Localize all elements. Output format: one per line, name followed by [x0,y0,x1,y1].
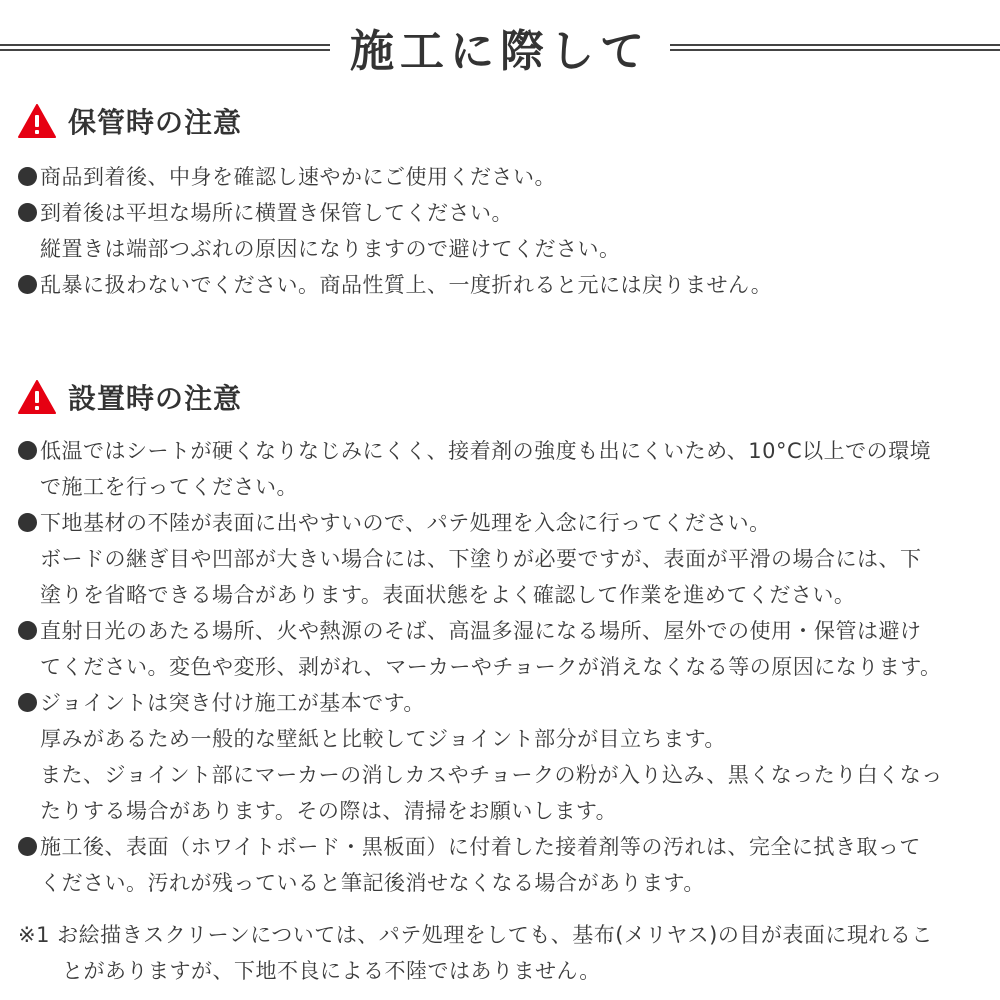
footnote-line: とがありますが、下地不良による不陸ではありません。 [62,959,601,983]
warning-triangle-icon [18,380,56,414]
bullet-dot-icon [18,693,37,712]
bullet-dot-icon [18,441,37,460]
bullet-dot-icon [18,837,37,856]
bullet-dot-icon [18,621,37,640]
list-item-continuation: ボードの継ぎ目や凹部が大きい場合には、下塗りが必要ですが、表面が平滑の場合には、下 [40,547,922,571]
list-item-continuation: たりする場合があります。その際は、清掃をお願いします。 [40,799,618,823]
installation-list [18,433,993,901]
bullet-dot-icon [18,203,37,222]
storage-heading [18,101,242,141]
list-item-continuation: で施工を行ってください。 [40,475,298,499]
list-item-continuation: ください。汚れが残っていると筆記後消せなくなる場合があります。 [40,871,705,895]
installation-heading-title: 設置時の注意 [68,382,243,415]
list-item: ジョイントは突き付け施工が基本です。 [18,685,993,721]
footnote [18,917,993,989]
title-rule-right [670,44,1000,51]
page-title: 施工に際して [350,26,650,77]
list-item: 到着後は平坦な場所に横置き保管してください。 [18,195,993,231]
list-item: 商品到着後、中身を確認し速やかにご使用ください。 [18,159,993,195]
storage-heading-title: 保管時の注意 [68,106,243,139]
footnote-line: ※1 お絵描きスクリーンについては、パテ処理をしても、基布(メリヤス)の目が表面に現れるこ [18,923,933,947]
list-item-continuation: 厚みがあるため一般的な壁紙と比較してジョイント部分が目立ちます。 [40,727,726,751]
storage-list [18,159,993,303]
list-item-continuation: また、ジョイント部にマーカーの消しカスやチョークの粉が入り込み、黒くなったり白くなっ [40,763,943,787]
list-item: 乱暴に扱わないでください。商品性質上、一度折れると元には戻りません。 [18,267,993,303]
list-item-continuation: てください。変色や変形、剥がれ、マーカーやチョークが消えなくなる等の原因になります。 [40,655,942,679]
list-item: 下地基材の不陸が表面に出やすいので、パテ処理を入念に行ってください。 [18,505,993,541]
list-item: 低温ではシートが硬くなりなじみにくく、接着剤の強度も出にくいため、10°C以上での環境 [18,433,993,469]
list-item: 施工後、表面（ホワイトボード・黒板面）に付着した接着剤等の汚れは、完全に拭き取って [18,829,993,865]
list-item-continuation: 塗りを省略できる場合があります。表面状態をよく確認して作業を進めてください。 [40,583,856,607]
installation-heading [18,377,242,417]
list-item-continuation: 縦置きは端部つぶれの原因になりますので避けてください。 [40,237,621,261]
warning-triangle-icon [18,104,56,138]
bullet-dot-icon [18,513,37,532]
list-item: 直射日光のあたる場所、火や熱源のそば、高温多湿になる場所、屋外での使用・保管は避け [18,613,993,649]
bullet-dot-icon [18,167,37,186]
bullet-dot-icon [18,275,37,294]
title-rule-left [0,44,330,51]
page-header [0,12,1000,82]
